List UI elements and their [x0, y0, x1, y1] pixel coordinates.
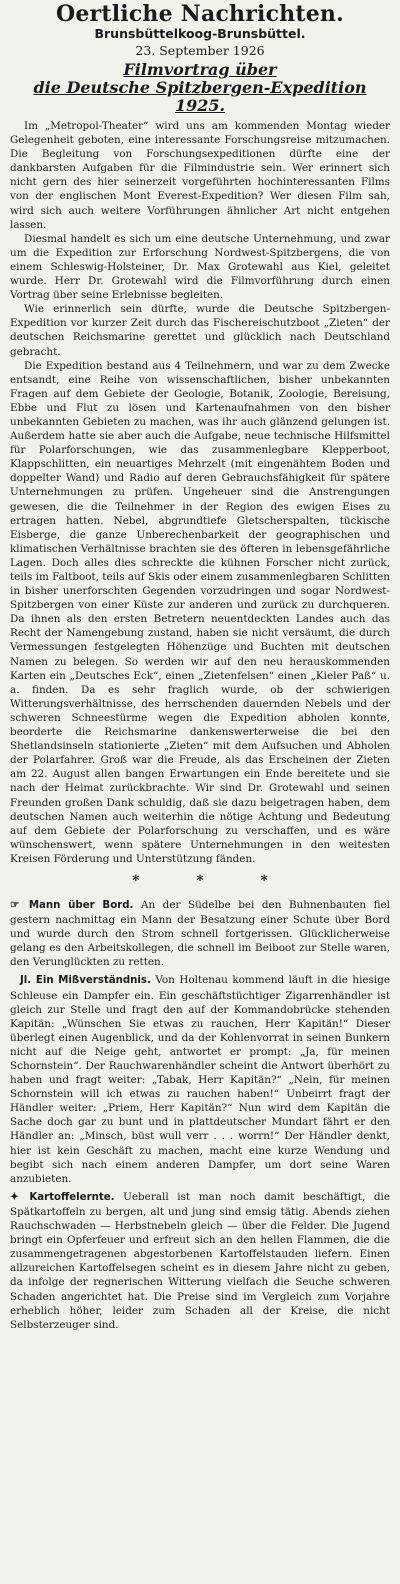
news-item-text: Ueberall ist man noch damit beschäftigt, die Spätkartoffeln zu bergen, alt und jung sind emsig tätig. Abends ziehen Rauchschwaden — Herbstnebeln gleich — über die Felder. Die Jugend bringt ein Opferfeuer und erfreut sich an den hellen Flammen, die die zusammengetragenen abgestorbenen Kartoffelstauden liefern. Einen allzureichen Kartoffelsegen scheint es in diesem Jahre nicht zu geben, da infolge der regnerischen Witterung vielfach die Seuche schweren Schaden angerichtet hat. Die Preise sind im Vergleich zum Vorjahre erheblich höher, leider zum Schaden all der Kreise, die nicht Selbsterzeuger sind. [10, 1190, 390, 1331]
news-item-text: An der Südelbe bei den Buhnenbauten fiel gestern nachmittag ein Mann der Besatzung einer Schute über Bord und wurde durch den Strom schnell fortgerissen. Glücklicherweise gelang es den Arbeitskollegen, die schnell im Beiboot zur Stelle waren, den Verunglückten zu retten. [10, 898, 390, 969]
ornament-icon: ✦ [10, 1190, 19, 1203]
article-paragraph: Die Expedition bestand aus 4 Teilnehmern, und war zu dem Zwecke entsandt, eine Reihe von wissenschaftlichen, bisher unbekannten Fragen auf dem Gebiete der Geologie, Botanik, Zoologie, Bereisung, Ebbe und Flut zu lösen und Kartenaufnahmen von den bisher unbekannten Gebieten zu machen, was ihr auch glänzend gelungen ist. Außerdem hatte sie aber auch die Aufgabe, neue technische Hilfsmittel für Polarforschungen, wie das zusammenlegbare Klepperboot, Klappschlitten, ein neuartiges Mehrzelt (mit eingenähtem Boden und doppelter Wand) und Radio auf deren Gebrauchsfähigkeit für spätere Unternehmungen zu prüfen. Ungeheuer sind die Anstrengungen gewesen, die die Teilnehmer in der Region des ewigen Eises zu ertragen hatten. Nebel, abgrundtiefe Gletscherspalten, tückische Eisberge, die ganze Unberechenbarkeit der geographischen und klimatischen Verhältnisse brachten sie des öfteren in lebensgefährliche Lagen. Doch alles dies schreckte die kühnen Forscher nicht zurück, teils im Faltboot, teils auf Skis oder einem zusammenlegbaren Schlitten in bisher unerforschten Gegenden vorzudringen und sogar Nordwest-Spitzbergen von einer Küste zur anderen und zurück zu durchqueren. Da ihnen als den ersten Betretern neuentdeckten Landes auch das Recht der Namengebung zustand, haben sie nicht versäumt, die durch Vermessungen festgelegten Höhenzüge und Buchten mit deutschen Namen zu belegen. So werden wir auf den neu herauskommenden Karten ein „Deutsches Eck“, einen „Zietenfelsen“ einen „Kieler Paß“ u. a. finden. Da es sehr fraglich wurde, ob der schwierigen Witterungsverhältnisse, des herrschenden dauernden Nebels und der schweren Schneestürme wegen die Expedition abholen konnte, beorderte die Reichsmarine dankenswerterweise die bei den Shetlandsinseln stationierte „Zieten“ mit dem Aufsuchen und Abholen der Polarfahrer. Groß war die Freude, als das Erscheinen der Zieten am 22. August allen bangen Erwartungen ein Ende bereitete und sie nach der Heimat zurückbrachte. Wir sind Dr. Grotewahl und seinen Freunden großen Dank schuldig, daß sie dazu beigetragen haben, dem deutschen Namen auch weiterhin die nötige Achtung und Bedeutung auf dem Gebiete der Polarforschung zu verschaffen, und es wäre wünschenswert, wenn spätere Unternehmungen in den weitesten Kreisen Förderung und Unterstützung fänden. [10, 359, 390, 865]
news-item-text: Von Holtenau kommend läuft in die hiesige Schleuse ein Dampfer ein. Ein geschäftstüchtiger Zigarrenhändler ist gleich zur Stelle und fragt den auf der Kommandobrücke stehenden Kapitän: „Wünschen Sie etwas zu rauchen, Herr Kapitän!“ Dieser überlegt einen Augenblick, und da der Kohlenvorrat in seinen Bunkern nicht auf die Neige geht, antwortet er prompt: „Ja, für meinen Schornstein“. Der Rauchwarenhändler scheint die Antwort überhört zu haben und fragt weiter: „Tabak, Herr Kapitän?“ „Nein, für meinen Schornstein will ich etwas zu rauchen haben!“ Unbeirrt fragt der Händler weiter: „Priem, Herr Kapitän?“ Nun wird dem Kapitän die Sache doch gar zu bunt und in plattdeutscher Mundart fährt er den Händler an: „Minsch, büst wull verr . . . worrn!“ Der Händler denkt, hier ist kein Geschäft zu machen, macht eine kurze Wendung und begibt sich nach einem anderen Dampfer, um dort seine Waren anzubieten. [10, 974, 390, 1185]
section-subtitle: Brunsbüttelkoog-Brunsbüttel. [94, 26, 306, 41]
section-separator: * * * [132, 872, 294, 889]
news-item-title: Kartoffelernte. [29, 1191, 115, 1203]
pointing-hand-icon: ☞ [10, 898, 20, 911]
news-item-kartoffelernte [10, 1190, 390, 1332]
news-item-title: Mann über Bord. [28, 899, 134, 911]
article-headline [10, 61, 390, 115]
section-header [10, 2, 390, 59]
headline-line-1: Filmvortrag über [123, 60, 277, 79]
article-body [10, 119, 390, 866]
news-item-mann-ueber-bord [10, 898, 390, 969]
news-item-title: Jl. Ein Mißverständnis. [20, 975, 151, 987]
headline-line-2: die Deutsche Spitzbergen-Expedition 1925. [33, 78, 367, 115]
news-item-missverstaendnis [10, 973, 390, 1185]
issue-date: 23. September 1926 [135, 43, 265, 58]
article-paragraph: Diesmal handelt es sich um eine deutsche Unternehmung, und zwar um die Expedition zur Erforschung Nordwest-Spitzbergens, die von einem Schleswig-Holsteiner, Dr. Max Grotewahl aus Kiel, geleitet wurde. Herr Dr. Grotewahl wird die Filmvorführung durch einen Vortrag über seine Erlebnisse begleiten. [10, 232, 390, 302]
article-paragraph: Im „Metropol-Theater“ wird uns am kommenden Montag wieder Gelegenheit geboten, eine interessante Forschungsreise mitzumachen. Die Begleitung von Forschungsexpeditionen dürfte eine der dankbarsten Aufgaben für die Filmindustrie sein. Wer erinnert sich nicht gern des hier seinerzeit vorgeführten hochinteressanten Films von der englischen Mont Everest-Expedition? Wer diesen Film sah, wird sich auch weitere Vorführungen ähnlicher Art nicht entgehen lassen. [10, 120, 390, 231]
article-paragraph: Wie erinnerlich sein dürfte, wurde die Deutsche Spitzbergen-Expedition vor kurzer Zeit durch das Fischereischutzboot „Zieten“ der deutschen Reichsmarine gerettet und glücklich nach Deutschland gebracht. [10, 303, 390, 358]
section-title: Oertliche Nachrichten. [56, 1, 344, 27]
